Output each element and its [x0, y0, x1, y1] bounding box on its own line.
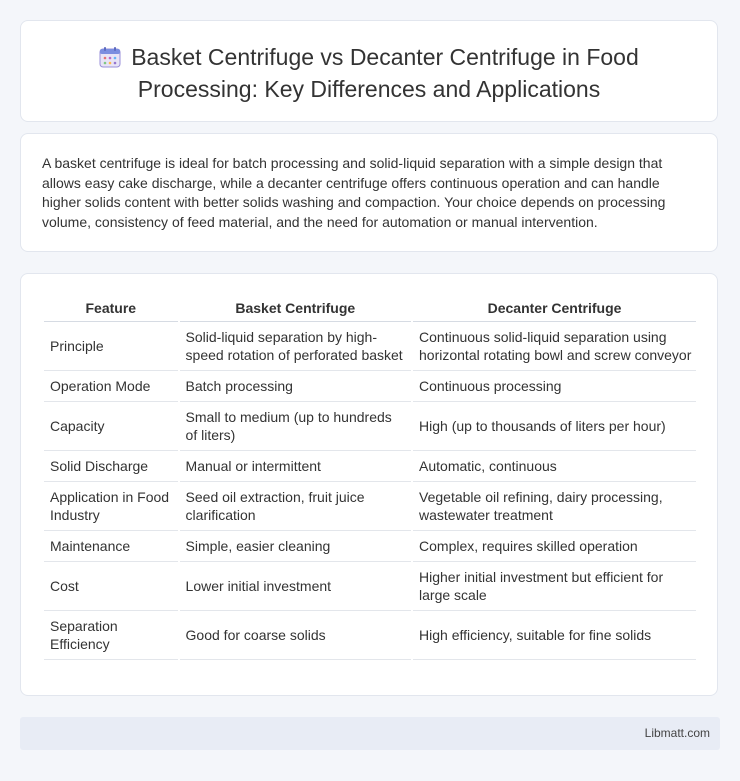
row-feature: Maintenance: [44, 531, 178, 562]
row-feature: Solid Discharge: [44, 451, 178, 482]
table-row: [44, 611, 696, 660]
header-feature: Feature: [44, 295, 178, 322]
row-feature: Operation Mode: [44, 371, 178, 402]
row-decanter: High (up to thousands of liters per hour): [413, 402, 696, 451]
footer-site-link[interactable]: Libmatt.com: [644, 726, 710, 740]
row-basket: Good for coarse solids: [180, 611, 411, 660]
row-decanter: Automatic, continuous: [413, 451, 696, 482]
table-row: [44, 482, 696, 531]
row-basket: Manual or intermittent: [180, 451, 411, 482]
row-decanter: Vegetable oil refining, dairy processing, wastewater treatment: [413, 482, 696, 531]
row-basket: Small to medium (up to hundreds of liters): [180, 402, 411, 451]
row-decanter: Continuous processing: [413, 371, 696, 402]
comparison-table: [42, 295, 698, 660]
summary-text: A basket centrifuge is ideal for batch processing and solid-liquid separation with a simple design that allows easy cake discharge, while a decanter centrifuge offers continuous operation and can handle higher solids content with better solids washing and compaction. Your choice depends on processing volume, consistency of feed material, and the need for automation or manual intervention.: [42, 155, 666, 230]
table-header-row: [44, 295, 696, 322]
table-row: [44, 531, 696, 562]
row-feature: Capacity: [44, 402, 178, 451]
header-decanter: Decanter Centrifuge: [413, 295, 696, 322]
row-basket: Seed oil extraction, fruit juice clarification: [180, 482, 411, 531]
table-row: [44, 562, 696, 611]
table-row: [44, 322, 696, 371]
calendar-icon: [99, 46, 121, 75]
row-basket: Simple, easier cleaning: [180, 531, 411, 562]
row-decanter: Continuous solid-liquid separation using horizontal rotating bowl and screw conveyor: [413, 322, 696, 371]
table-row: [44, 451, 696, 482]
header-basket: Basket Centrifuge: [180, 295, 411, 322]
row-feature: Cost: [44, 562, 178, 611]
title-card: [20, 20, 718, 122]
footer: [20, 717, 720, 750]
row-basket: Lower initial investment: [180, 562, 411, 611]
row-decanter: Higher initial investment but efficient for large scale: [413, 562, 696, 611]
row-feature: Principle: [44, 322, 178, 371]
table-row: [44, 371, 696, 402]
row-basket: Solid-liquid separation by high-speed rotation of perforated basket: [180, 322, 411, 371]
row-basket: Batch processing: [180, 371, 411, 402]
comparison-table-card: [20, 273, 718, 696]
row-decanter: High efficiency, suitable for fine solids: [413, 611, 696, 660]
summary-card: [20, 133, 718, 252]
row-feature: Separation Efficiency: [44, 611, 178, 660]
table-row: [44, 402, 696, 451]
row-decanter: Complex, requires skilled operation: [413, 531, 696, 562]
page-title: [21, 43, 717, 104]
page-title-text: Basket Centrifuge vs Decanter Centrifuge in Food Processing: Key Differences and Applications: [131, 44, 639, 102]
row-feature: Application in Food Industry: [44, 482, 178, 531]
